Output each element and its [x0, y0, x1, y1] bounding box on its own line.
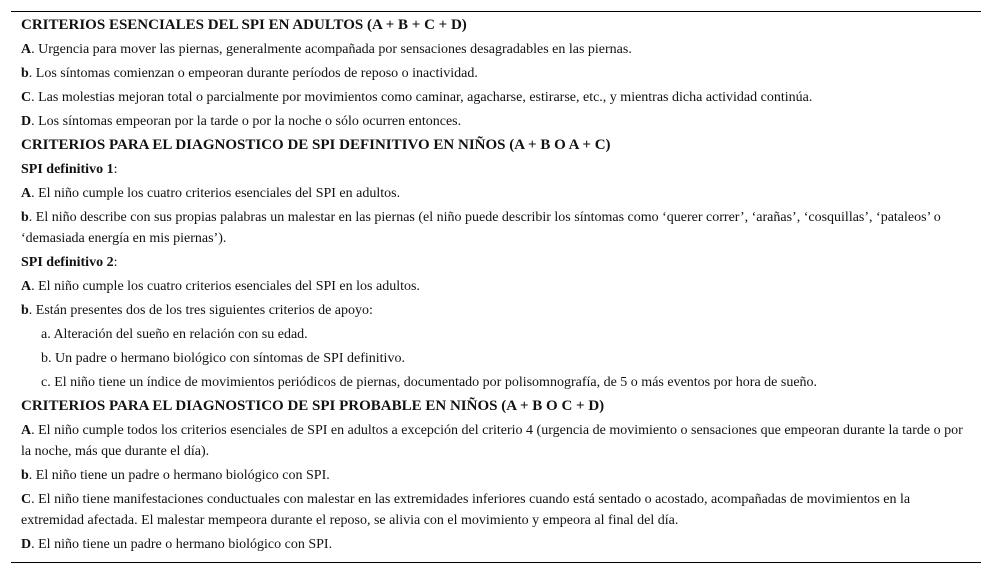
subsection-suffix: : [113, 162, 118, 177]
support-criterion: a. Alteración del sueño en relación con su edad. [41, 327, 308, 342]
criterion-text: . El niño describe con sus propias palabras un malestar en las piernas (el niño puede describir los síntomas como ‘querer correr’, ‘arañas’, ‘cosquillas’, ‘pataleos’ o ‘demasiada energía en mis piernas’). [21, 210, 941, 246]
criterion-key: b [21, 66, 29, 81]
criterion-line [11, 420, 981, 462]
criterion-line [11, 489, 981, 531]
criterion-key: A [21, 186, 32, 201]
criterion-line [11, 465, 981, 486]
criterion-text: . Urgencia para mover las piernas, generalmente acompañada por sensaciones desagradables en las piernas. [31, 42, 632, 57]
criterion-text: . El niño cumple todos los criterios esenciales de SPI en adultos a excepción del criterio 4 (urgencia de movimiento o sensaciones que empeoran durante la tarde o por la noche, más que durante el día). [21, 423, 963, 459]
section-title: CRITERIOS ESENCIALES DEL SPI EN ADULTOS (A + B + C + D) [21, 17, 467, 33]
criterion-line [11, 63, 981, 84]
criterion-key: b [21, 303, 29, 318]
criterion-line [11, 300, 981, 321]
subsection-suffix: : [113, 255, 118, 270]
criterion-key: b [21, 468, 29, 483]
criterion-key: C [21, 90, 32, 105]
criterion-line [11, 207, 981, 249]
criterion-key: C [21, 492, 32, 507]
section-title: CRITERIOS PARA EL DIAGNOSTICO DE SPI DEFINITIVO EN NIÑOS (A + B O A + C) [21, 137, 611, 153]
criterion-text: . El niño cumple los cuatro criterios esenciales del SPI en adultos. [31, 186, 401, 201]
criterion-text: . El niño tiene manifestaciones conductuales con malestar en las extremidades inferiores cuando está sentado o acostado, acompañadas de movimientos en la extremidad afectada. El malestar mempeora durante el reposo, se alivia con el movimiento y empeora al final del día. [21, 492, 911, 528]
criterion-key: D [21, 537, 32, 552]
criterion-key: A [21, 423, 32, 438]
criteria-table [11, 11, 981, 563]
criterion-line [11, 183, 981, 204]
criterion-text: . El niño tiene un padre o hermano biológico con SPI. [31, 537, 333, 552]
criterion-key: b [21, 210, 29, 225]
criterion-key: A [21, 279, 32, 294]
criterion-text: . Los síntomas comienzan o empeoran durante períodos de reposo o inactividad. [28, 66, 478, 81]
criterion-line [11, 111, 981, 132]
section-title: CRITERIOS PARA EL DIAGNOSTICO DE SPI PROBABLE EN NIÑOS (A + B O C + D) [21, 398, 605, 414]
subsection-heading [11, 159, 981, 180]
subsection-heading [11, 252, 981, 273]
subsection-label: SPI definitivo 2 [21, 255, 114, 270]
criterion-line [11, 534, 981, 555]
criterion-line [11, 39, 981, 60]
criterion-key: D [21, 114, 32, 129]
criterion-text: . El niño cumple los cuatro criterios esenciales del SPI en los adultos. [31, 279, 420, 294]
criterion-key: A [21, 42, 32, 57]
criterion-line [11, 276, 981, 297]
criterion-text: . Las molestias mejoran total o parcialmente por movimientos como caminar, agacharse, estirarse, etc., y mientras dicha actividad continúa. [31, 90, 813, 105]
criterion-line [11, 87, 981, 108]
support-criterion: c. El niño tiene un índice de movimientos periódicos de piernas, documentado por polisomnografía, de 5 o más eventos por hora de sueño. [41, 375, 818, 390]
support-criterion: b. Un padre o hermano biológico con síntomas de SPI definitivo. [41, 351, 405, 366]
criterion-text: . Están presentes dos de los tres siguientes criterios de apoyo: [28, 303, 373, 318]
criterion-text: . El niño tiene un padre o hermano biológico con SPI. [28, 468, 330, 483]
criterion-text: . Los síntomas empeoran por la tarde o por la noche o sólo ocurren entonces. [31, 114, 462, 129]
subsection-label: SPI definitivo 1 [21, 162, 114, 177]
